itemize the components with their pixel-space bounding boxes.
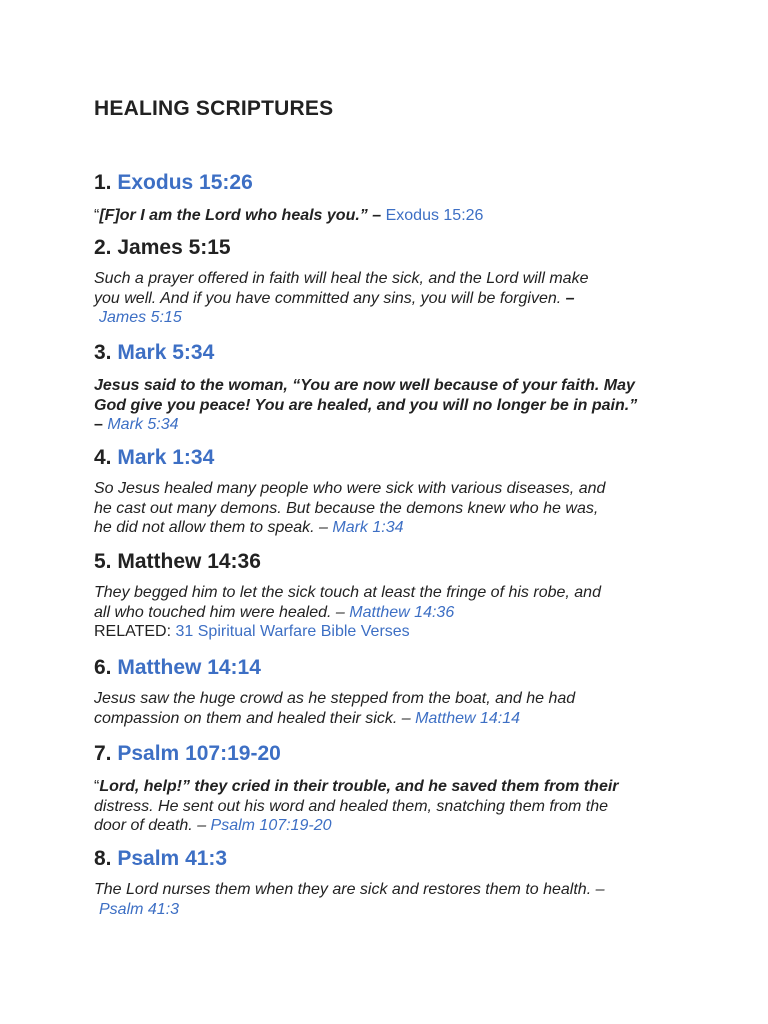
scripture-text: Such a prayer offered in faith will heal the sick, and the Lord will make you well. And if you have committed any sins, you will be forgiven. – James 5:15	[94, 270, 589, 326]
scripture-link[interactable]: James 5:15	[99, 309, 182, 326]
scripture-reference-link[interactable]: Exodus 15:26	[117, 171, 253, 194]
scripture-reference-link[interactable]: Psalm 41:3	[117, 847, 228, 870]
scripture-entry-5	[94, 549, 694, 642]
scripture-link[interactable]: Mark 1:34	[332, 519, 404, 536]
scripture-reference-link[interactable]: Matthew 14:14	[117, 656, 261, 679]
scripture-reference-link[interactable]: Mark 1:34	[117, 446, 215, 469]
scripture-number: 6.	[94, 656, 112, 679]
related-link[interactable]: 31 Spiritual Warfare Bible Verses	[175, 623, 410, 640]
scripture-link[interactable]: Exodus 15:26	[385, 207, 484, 224]
scripture-entry-3	[94, 340, 694, 435]
scripture-reference-link[interactable]: Mark 5:34	[117, 341, 215, 364]
scripture-heading	[94, 235, 694, 261]
scripture-entry-4	[94, 445, 694, 538]
related-label: RELATED:	[94, 623, 176, 640]
quote-text: [F]or I am the Lord who heals you.	[99, 207, 360, 224]
scripture-text: Jesus saw the huge crowd as he stepped from the boat, and he had compassion on them and healed their sick. – Matthew 14:14	[94, 690, 576, 727]
scripture-number: 7.	[94, 742, 112, 765]
scripture-entry-6	[94, 655, 694, 728]
scripture-number: 2.	[94, 236, 112, 259]
scripture-text: The Lord nurses them when they are sick and restores them to health. – Psalm 41:3	[94, 881, 605, 918]
page-title: HEALING SCRIPTURES	[94, 97, 334, 120]
scripture-heading	[94, 340, 694, 366]
scripture-link[interactable]: Mark 5:34	[107, 416, 179, 433]
scripture-reference: James 5:15	[117, 236, 231, 259]
scripture-heading	[94, 549, 694, 575]
scripture-number: 5.	[94, 550, 112, 573]
scripture-text: Jesus said to the woman, “You are now well because of your faith. May God give you peace! You are healed, and you will no longer be in pain.” – Mark 5:34	[94, 377, 638, 433]
scripture-text: “[F]or I am the Lord who heals you.” – Exodus 15:26	[94, 207, 484, 224]
scripture-number: 3.	[94, 341, 112, 364]
scripture-link[interactable]: Psalm 107:19-20	[210, 817, 332, 834]
scripture-number: 1.	[94, 171, 112, 194]
scripture-link[interactable]: Psalm 41:3	[99, 900, 180, 918]
scripture-heading	[94, 846, 694, 872]
scripture-text: “Lord, help!” they cried in their trouble, and he saved them from their distress. He sent out his word and healed them, snatching them from the door of death. – Psalm 107:19-20	[94, 778, 619, 834]
scripture-heading	[94, 445, 694, 471]
scripture-entry-8	[94, 846, 694, 919]
scripture-heading	[94, 655, 694, 681]
scripture-link[interactable]: Matthew 14:14	[415, 709, 521, 727]
scripture-heading	[94, 170, 694, 196]
scripture-reference: Matthew 14:36	[117, 550, 261, 573]
scripture-number: 8.	[94, 847, 112, 870]
scripture-heading	[94, 741, 694, 767]
scripture-text: They begged him to let the sick touch at least the fringe of his robe, and all who touched him were healed. – Matthew 14:36	[94, 584, 601, 621]
scripture-link[interactable]: Matthew 14:36	[349, 603, 455, 621]
scripture-text: So Jesus healed many people who were sick with various diseases, and he cast out many demons. But because the demons knew who he was, he did not allow them to speak. – Mark 1:34	[94, 480, 606, 536]
scripture-entry-1	[94, 170, 694, 226]
scripture-entry-2	[94, 235, 694, 328]
scripture-reference-link[interactable]: Psalm 107:19-20	[117, 742, 281, 765]
scripture-entry-7	[94, 741, 694, 836]
scripture-number: 4.	[94, 446, 112, 469]
related-line	[94, 622, 694, 642]
